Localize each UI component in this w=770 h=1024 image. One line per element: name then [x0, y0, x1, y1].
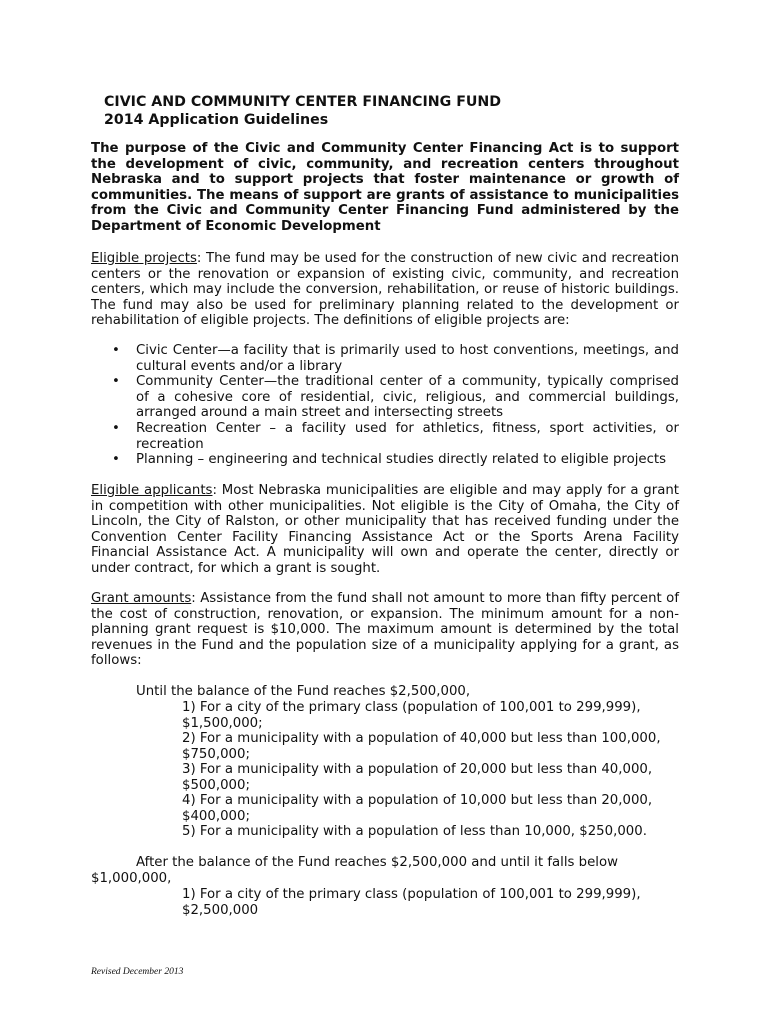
list-item [91, 374, 679, 421]
list-item-text: Planning – engineering and technical studies directly related to eligible projects [136, 452, 667, 468]
list-item-text: Civic Center—a facility that is primarily used to host conventions, meetings, and cultural events and/or a library [136, 343, 679, 374]
bullet-icon: • [112, 343, 120, 358]
eligible-applicants-label: Eligible applicants [91, 483, 213, 498]
eligible-applicants-paragraph [91, 483, 679, 577]
grant-amounts-label: Grant amounts [91, 591, 192, 606]
schedule-1-item [182, 731, 672, 762]
schedule-1-item [182, 824, 672, 840]
list-item [91, 421, 679, 452]
bullet-icon: • [112, 420, 120, 436]
item-line-2: $400,000; [182, 808, 250, 824]
title-line-2: 2014 Application Guidelines [104, 112, 329, 128]
item-line-2: $2,500,000 [182, 902, 259, 918]
item-line-1: 1) For a city of the primary class (population of 100,001 to 299,999), [182, 700, 641, 715]
list-item [91, 343, 679, 374]
item-line-1: 4) For a municipality with a population of 10,000 but less than 20,000, [182, 793, 653, 808]
list-item-text: Recreation Center – a facility used for athletics, fitness, sport activities, or recreation [136, 420, 679, 452]
bullet-icon: • [112, 452, 120, 468]
eligible-projects-label: Eligible projects [91, 251, 197, 266]
item-line-2: $750,000; [182, 746, 250, 762]
schedule-2-item [182, 887, 672, 918]
grant-amounts-text: : Assistance from the fund shall not amount to more than fifty percent of the cost of construction, renovation, or expansion. The minimum amount for a non-planning grant request is $10,000. The maximum amount is determined by the total revenues in the Fund and the population size of a municipality applying for a grant, as follows: [91, 591, 679, 669]
grant-amounts-paragraph [91, 591, 679, 669]
purpose-paragraph: The purpose of the Civic and Community Center Financing Act is to support the development of civic, community, and recreation centers throughout Nebraska and to support projects that foster maintenance or growth of communities. The means of support are grants of assistance to municipalities from the Civic and Community Center Financing Fund administered by the Department of Economic Development [91, 141, 679, 234]
item-line-2: $1,500,000; [182, 715, 263, 731]
item-line-1: 3) For a municipality with a population of 20,000 but less than 40,000, [182, 762, 653, 777]
revision-footer: Revised December 2013 [91, 967, 184, 977]
item-line-1: 1) For a city of the primary class (population of 100,001 to 299,999), [182, 887, 641, 902]
document-title [104, 93, 501, 129]
schedule-1-item [182, 762, 672, 793]
list-item-text: Community Center—the traditional center of a community, typically comprised of a cohesive core of residential, civic, religious, and commercial buildings, arranged around a main street and intersecting streets [136, 374, 679, 421]
schedule-1-item [182, 793, 672, 824]
schedule-2-intro: After the balance of the Fund reaches $2,500,000 and until it falls below $1,000,000, [91, 855, 619, 886]
schedule-1-item [182, 700, 672, 731]
bullet-icon: • [112, 374, 120, 390]
eligible-projects-list [91, 343, 679, 468]
eligible-applicants-text: : Most Nebraska municipalities are eligible and may apply for a grant in competition with other municipalities. Not eligible is the City of Omaha, the City of Lincoln, the City of Ralston, or other municipality that has received funding under the Convention Center Facility Financing Assistance Act or the Sports Arena Facility Financial Assistance Act. A municipality will own and operate the center, directly or under contract, for which a grant is sought. [91, 483, 679, 576]
eligible-projects-text: : The fund may be used for the construction of new civic and recreation centers or the renovation or expansion of existing civic, community, and recreation centers, which may include the conversion, rehabilitation, or reuse of historic buildings. The fund may also be used for preliminary planning related to the development or rehabilitation of eligible projects. The definitions of eligible projects are: [91, 251, 679, 329]
item-line-1: 2) For a municipality with a population of 40,000 but less than 100,000, [182, 731, 661, 746]
item-line-1: 5) For a municipality with a population of less than 10,000, $250,000. [182, 824, 647, 839]
eligible-projects-paragraph [91, 251, 679, 329]
list-item [91, 452, 679, 468]
schedule-1-intro: Until the balance of the Fund reaches $2,500,000, [136, 684, 471, 699]
title-line-1: CIVIC AND COMMUNITY CENTER FINANCING FUND [104, 94, 502, 110]
item-line-2: $500,000; [182, 777, 250, 793]
